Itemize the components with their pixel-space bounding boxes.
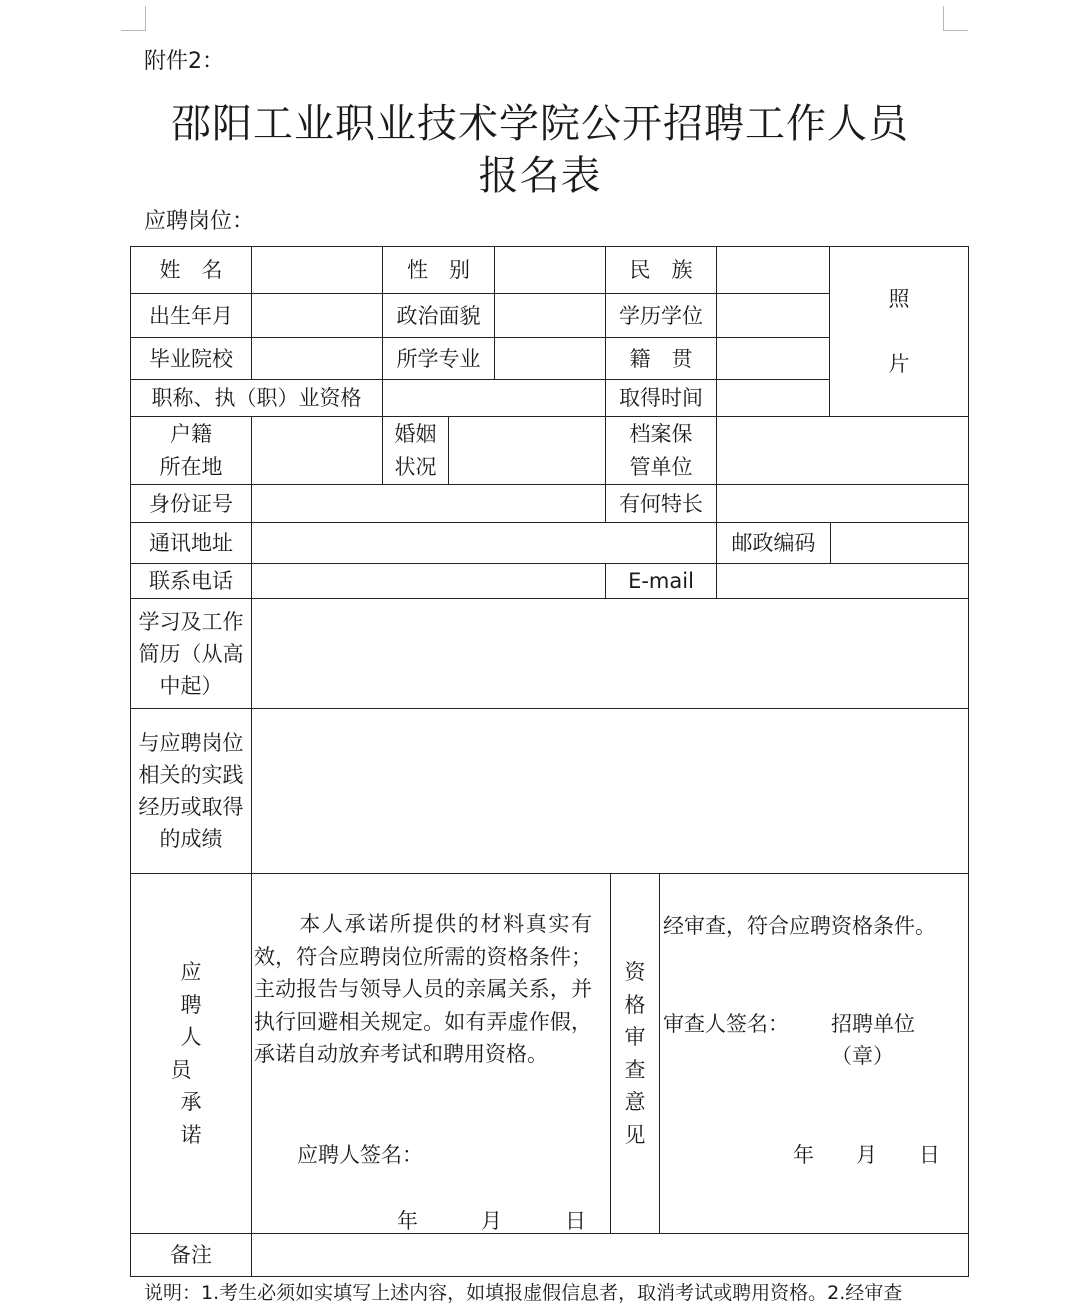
- page-title: 邵阳工业职业技术学院公开招聘工作人员: [171, 101, 909, 147]
- label-hukou-line2: 所在地: [159, 454, 223, 479]
- crop-mark-top-left: [121, 6, 146, 31]
- label-archive-line1: 档案保: [629, 421, 693, 446]
- input-address[interactable]: [252, 523, 716, 563]
- label-major: 所学专业: [396, 346, 481, 371]
- input-email[interactable]: [717, 564, 968, 598]
- input-native-place[interactable]: [717, 338, 829, 379]
- input-marital[interactable]: [449, 417, 605, 484]
- label-school: 毕业院校: [149, 346, 233, 371]
- input-major[interactable]: [495, 338, 605, 379]
- review-label-char: 意: [624, 1090, 646, 1114]
- input-resume[interactable]: [252, 599, 968, 708]
- photo-box[interactable]: [830, 247, 968, 416]
- input-phone[interactable]: [252, 564, 605, 598]
- footnote: 说明：1.考生必须如实填写上述内容，如填报虚假信息者，取消考试或聘用资格。2.经审查: [144, 1282, 903, 1304]
- input-education[interactable]: [717, 294, 829, 337]
- applicant-signature-label: 应聘人签名：: [297, 1143, 423, 1167]
- label-obtain-time: 取得时间: [619, 386, 703, 410]
- input-hukou[interactable]: [252, 417, 382, 484]
- position-label: 应聘岗位：: [144, 209, 255, 234]
- review-label-char: 见: [624, 1122, 646, 1147]
- photo-label-1: 照: [888, 286, 910, 311]
- label-marital: [383, 417, 448, 484]
- input-specialty[interactable]: [717, 485, 968, 522]
- input-politics[interactable]: [495, 294, 605, 337]
- label-review: [611, 874, 659, 1233]
- label-birth: 出生年月: [149, 303, 233, 328]
- input-postcode[interactable]: [831, 523, 968, 563]
- label-practice-line3: 经历或取得: [138, 795, 244, 819]
- label-pledge: [131, 874, 251, 1233]
- label-address: 通讯地址: [149, 531, 233, 555]
- input-remarks[interactable]: [252, 1234, 968, 1276]
- applicant-date: 年 月 日: [397, 1209, 586, 1233]
- label-practice-line1: 与应聘岗位: [138, 731, 244, 755]
- photo-label-2: 片: [888, 351, 910, 376]
- label-resume: [131, 599, 251, 708]
- input-id-number[interactable]: [252, 485, 605, 522]
- input-archive[interactable]: [717, 417, 968, 484]
- input-practice[interactable]: [252, 709, 968, 873]
- label-resume-line1: 学习及工作: [138, 609, 244, 634]
- review-label-char: 查: [624, 1057, 646, 1082]
- reviewer-signature-label: 审查人签名：: [663, 1012, 789, 1036]
- label-postcode: 邮政编码: [731, 531, 816, 555]
- label-hukou-line1: 户籍: [170, 421, 212, 446]
- pledge-label-char: 诺: [180, 1122, 202, 1147]
- unit-seal-label: 招聘单位（章）: [831, 1012, 915, 1068]
- label-phone: 联系电话: [149, 569, 233, 593]
- input-title-qualification[interactable]: [383, 380, 605, 416]
- label-practice-line2: 相关的实践: [138, 763, 244, 787]
- label-native-place: 籍 贯: [629, 346, 693, 371]
- input-name[interactable]: [252, 247, 382, 293]
- review-label-char: 资: [624, 960, 646, 984]
- label-name: 姓 名: [159, 258, 223, 282]
- label-resume-line2: 简历（从高: [138, 641, 244, 666]
- input-school[interactable]: [252, 338, 382, 379]
- label-email: E-mail: [628, 569, 694, 593]
- label-marital-line2: 状况: [394, 454, 437, 479]
- pledge-label-char: 人: [180, 1025, 202, 1049]
- pledge-label-char: 应: [180, 960, 202, 984]
- label-resume-line3: 中起）: [159, 673, 223, 698]
- label-specialty: 有何特长: [619, 491, 703, 516]
- label-marital-line1: 婚姻: [394, 421, 437, 446]
- label-remarks: 备注: [170, 1243, 212, 1267]
- label-id-number: 身份证号: [149, 491, 233, 516]
- review-date: 年 月 日: [793, 1143, 940, 1167]
- label-ethnicity: 民 族: [629, 258, 693, 282]
- review-label-char: 审: [624, 1025, 646, 1049]
- label-practice-line4: 的成绩: [159, 827, 223, 851]
- label-gender: 性 别: [407, 258, 470, 282]
- label-practice: [131, 709, 251, 873]
- input-birth[interactable]: [252, 294, 382, 337]
- label-archive-line2: 管单位: [629, 454, 693, 479]
- pledge-label-char: 员: [170, 1057, 192, 1082]
- label-hukou: [131, 417, 251, 484]
- label-politics: 政治面貌: [396, 303, 481, 328]
- label-education: 学历学位: [619, 303, 703, 328]
- label-title-qualification: 职称、执（职）业资格: [151, 386, 362, 410]
- label-archive: [606, 417, 716, 484]
- input-ethnicity[interactable]: [717, 247, 829, 293]
- crop-mark-top-right: [943, 6, 968, 31]
- pledge-label-char: 承: [180, 1090, 202, 1114]
- input-obtain-time[interactable]: [717, 380, 829, 416]
- review-result-text: 经审查，符合应聘资格条件。: [663, 914, 936, 938]
- input-gender[interactable]: [495, 247, 605, 293]
- attachment-label: 附件2：: [144, 49, 224, 74]
- pledge-text: 本人承诺所提供的材料真实有效，符合应聘岗位所需的资格条件；主动报告与领导人员的亲属关系，并执行回避相关规定。如有弄虚作假，承诺自动放弃考试和聘用资格。: [254, 912, 592, 1066]
- pledge-label-char: 聘: [180, 992, 202, 1017]
- page-subtitle: 报名表: [478, 153, 602, 199]
- review-label-char: 格: [624, 992, 646, 1017]
